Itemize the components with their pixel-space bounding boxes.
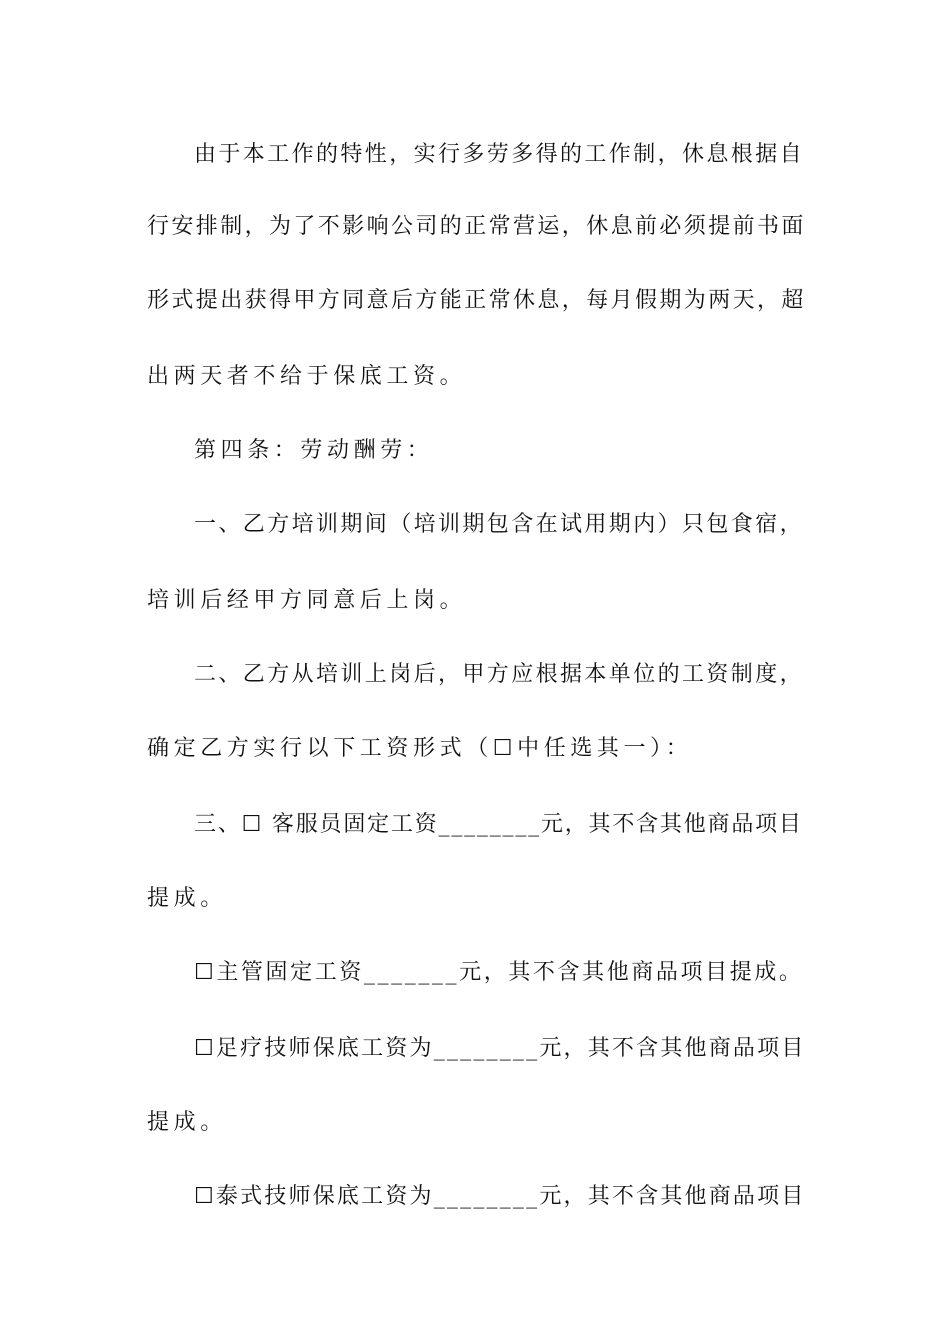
salary-option-line: ☐足疗技师保底工资为________元，其不含其他商品项目	[194, 1036, 806, 1061]
salary-option-line: ☐主管固定工资_______元，其不含其他商品项目提成。	[194, 960, 804, 985]
salary-option-line: 三、☐ 客服员固定工资________元，其不含其他商品项目	[194, 812, 803, 837]
paragraph-line: 行安排制，为了不影响公司的正常营运，休息前必须提前书面	[147, 214, 806, 239]
paragraph-line: 形式提出获得甲方同意后方能正常休息，每月假期为两天，超	[147, 288, 806, 313]
paragraph-line: 一、乙方培训期间（培训期包含在试用期内）只包食宿，	[194, 512, 805, 537]
paragraph-line: 培训后经甲方同意后上岗。	[147, 588, 467, 613]
section-heading: 第四条：劳动酬劳：	[194, 438, 434, 463]
paragraph-line: 确定乙方实行以下工资形式（☐中任选其一）：	[147, 736, 693, 761]
salary-option-line: ☐泰式技师保底工资为________元，其不含其他商品项目	[194, 1184, 806, 1209]
paragraph-line: 提成。	[147, 886, 227, 911]
paragraph-line: 二、乙方从培训上岗后，甲方应根据本单位的工资制度，	[194, 662, 805, 687]
paragraph-line: 出两天者不给于保底工资。	[147, 364, 467, 389]
paragraph-line: 由于本工作的特性，实行多劳多得的工作制，休息根据自	[194, 142, 805, 167]
paragraph-line: 提成。	[147, 1110, 227, 1135]
